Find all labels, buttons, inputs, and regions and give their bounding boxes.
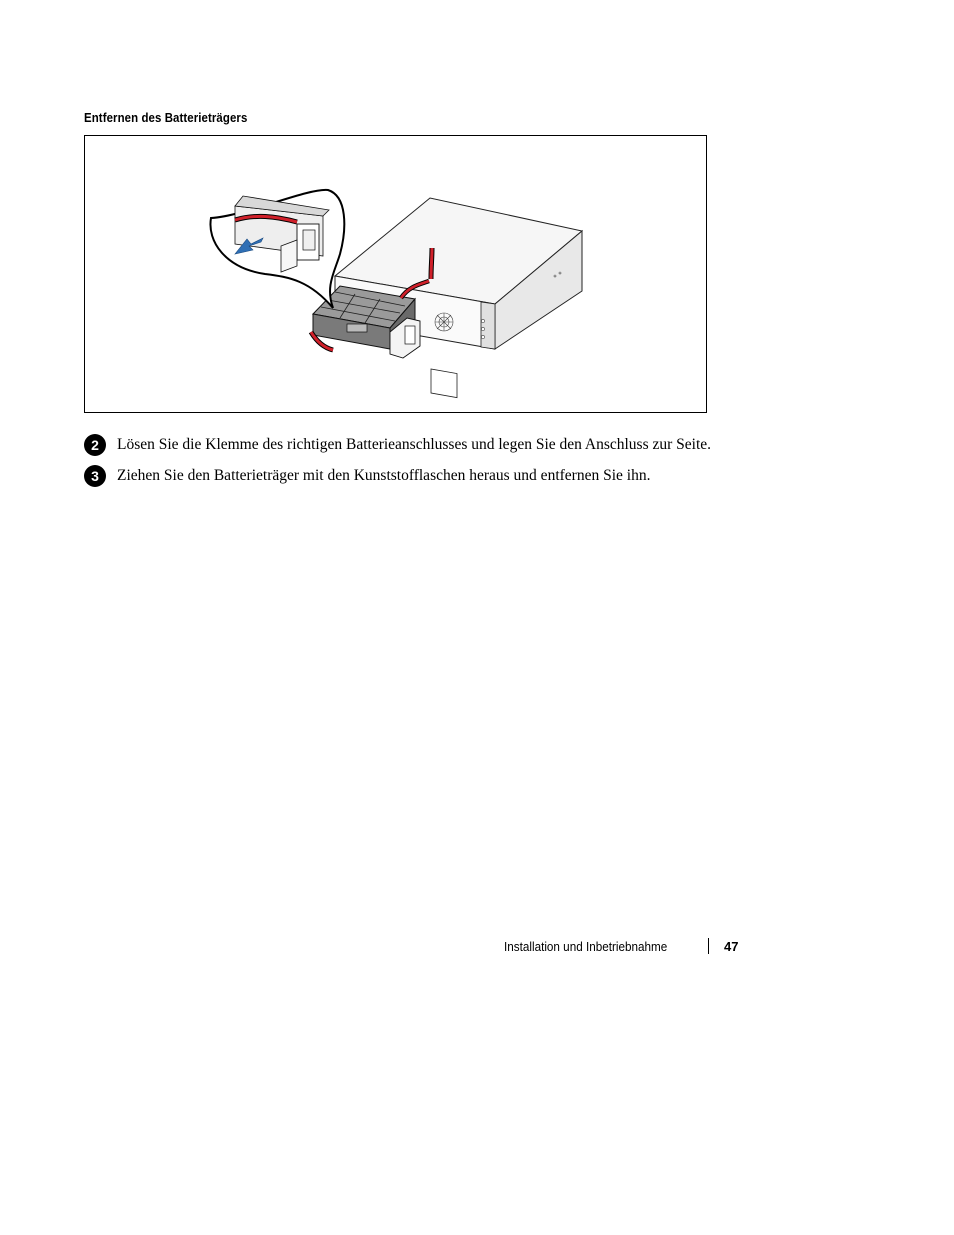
figure-frame (84, 135, 707, 413)
figure-caption: Entfernen des Batterieträgers (84, 110, 248, 125)
battery-tray-illustration (85, 136, 706, 412)
footer-section-title: Installation und Inbetriebnahme (504, 939, 668, 954)
step-text: Ziehen Sie den Batterieträger mit den Kunststofflaschen heraus und entfernen Sie ihn. (117, 467, 651, 484)
footer-divider (708, 938, 709, 954)
step-item (84, 434, 712, 456)
page-number: 47 (724, 939, 739, 954)
step-number-badge: 3 (84, 465, 106, 487)
step-number-badge: 2 (84, 434, 106, 456)
step-text: Lösen Sie die Klemme des richtigen Batterieanschlusses und legen Sie den Anschluss zur Seite. (117, 436, 712, 453)
step-item (84, 465, 651, 487)
